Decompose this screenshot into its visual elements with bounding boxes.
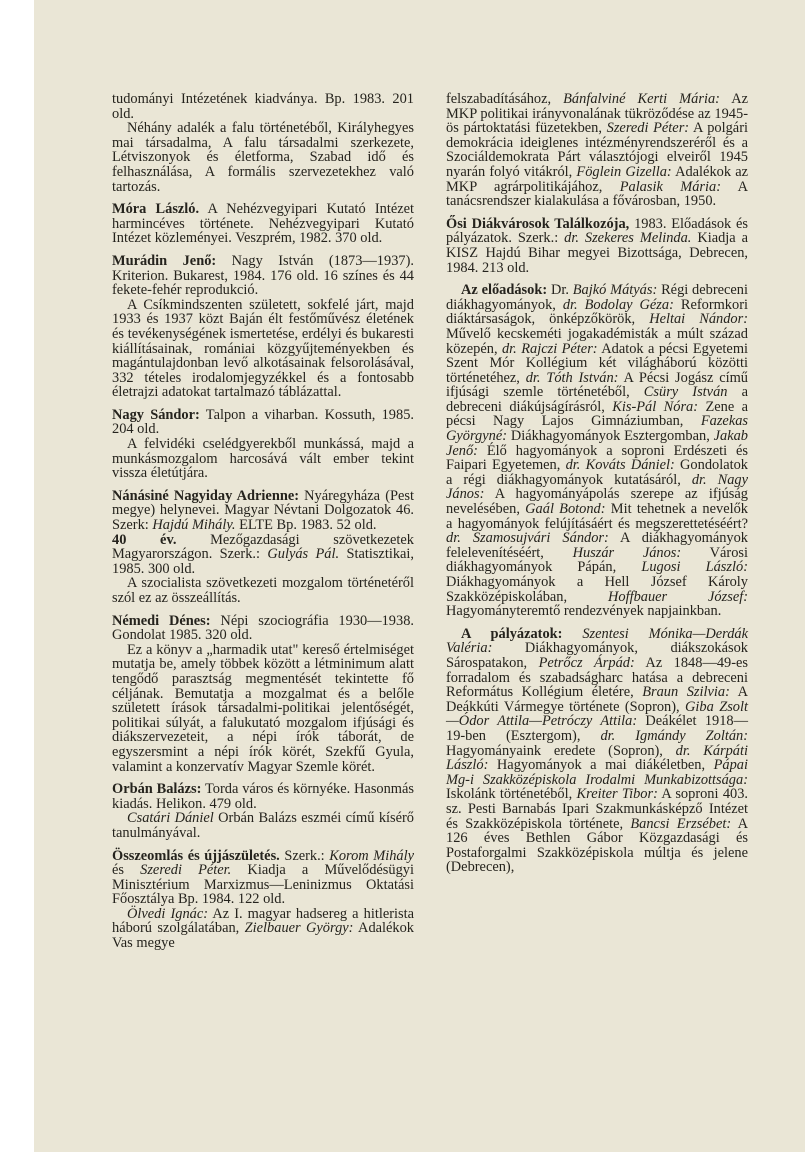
entry-text: A szocialista szövetkezeti mozgalom történetéről szól ez az összeállítás. [112, 575, 414, 606]
entry-text: A Pécsi Jogász című ifjúsági szemle történetéből, [446, 369, 748, 401]
entry-text: Adalékok Vas megye [112, 920, 414, 952]
italic-name: Hajdú Mihály. [152, 517, 236, 534]
italic-name: Kis-Pál Nóra: [612, 398, 699, 415]
entry-text: A diákhagyományok felelevenítéséért, [446, 530, 749, 561]
italic-name: Huszár János: [572, 544, 682, 561]
entry-text: Hagyományteremtő rendezvények napjainkban. [446, 603, 722, 620]
italic-name: Jakab Jenő: [446, 428, 748, 459]
italic-name: Bajkó Mátyás: [572, 282, 658, 299]
entry-text: Dr. [547, 282, 573, 299]
entry-paragraph [112, 782, 414, 811]
entry-text: Adalékok az MKP agrárpolitikájához, [446, 163, 748, 195]
entry-text: Nyáregyháza (Pest megye) helynevei. Magyar Névtani Dolgozatok 46. Szerk: [112, 487, 414, 534]
italic-name: Ölvedi Ignác: [127, 905, 209, 922]
entry-text: ELTE Bp. 1983. 52 old. [235, 517, 377, 534]
italic-name: dr. Szekeres Melinda. [564, 230, 692, 247]
entry-text: felszabadításához, [446, 91, 564, 107]
italic-name: Gulyás Pál. [267, 546, 340, 563]
entry-paragraph [112, 489, 414, 533]
entry-text: Régi debreceni diákhagyományok, [446, 282, 748, 313]
entry-text: A 126 éves Bethlen Gábor Közgazdasági és Postaforgalmi Szakközépiskola múltja és jelene (Debrecen), [446, 815, 748, 876]
bibliography-entry [446, 283, 748, 619]
author-name: Orbán Balázs: [112, 781, 202, 798]
author-name: Nánásiné Nagyiday Adrienne: [112, 487, 300, 504]
italic-name: Gaál Botond: [525, 501, 606, 518]
entry-text: A felvidéki cselédgyerekből munkássá, majd a munkásmozgalom harcosává vált ember tekint vissza életútjára. [112, 436, 414, 482]
italic-name: dr. Kováts Dániel: [565, 457, 675, 474]
entry-paragraph [112, 202, 414, 246]
italic-name: Szentesi Mónika—Derdák Valéria: [446, 625, 748, 657]
italic-name: Fazekas Györgyné: [446, 413, 748, 445]
author-name: Némedi Dénes: [112, 612, 211, 629]
entry-text: Diákhagyományok, diákszokások Sárospatakon, [446, 640, 748, 671]
entry-paragraph [446, 217, 748, 275]
italic-name: Palasik Mária: [619, 178, 722, 195]
entry-text: a debreceni diákújságírásról, [446, 384, 748, 415]
bibliography-entry [446, 217, 748, 275]
entry-text: Mezőgazdasági szövetkezetek Magyarországon. Szerk.: [112, 531, 414, 563]
entry-text: Zene a pécsi Nagy Lajos Gimnáziumban, [446, 398, 748, 430]
entry-text: Iskolánk történetéből, [446, 786, 577, 803]
entry-paragraph [112, 907, 414, 951]
entry-text: Az MKP politikai irányvonalának tükröződése az 1945-ös pártoktatási füzetekben, [446, 91, 748, 137]
author-name: 40 év. [112, 531, 177, 548]
entry-text: Orbán Balázs eszméi című kísérő tanulmányával. [112, 810, 414, 841]
entry-text: Hagyományok a mai diákéletben, [488, 757, 714, 774]
italic-name: Zielbauer György: [244, 920, 354, 937]
entry-text: Szerk.: [279, 847, 330, 864]
entry-text: A polgári demokrácia ideiglenes intézményrendszeréről és a Szociáldemokrata Párt választójogi elveiről 1945 nyarán folyó vitákról, [446, 120, 748, 180]
italic-name: Lugosi László: [641, 559, 748, 576]
bibliography-entry [112, 254, 414, 400]
entry-text: Nagy István (1873—1937). Kriterion. Bukarest, 1984. 176 old. 16 színes és 44 fekete-fehér reprodukció. [112, 252, 414, 299]
entry-paragraph [112, 811, 414, 840]
bibliography-entry [112, 782, 414, 840]
bibliography-entry [112, 92, 414, 194]
entry-text: Városi diákhagyományok Pápán, [446, 544, 748, 576]
entry-text: Az I. magyar hadsereg a hitlerista háború szolgálatában, [112, 905, 414, 937]
entry-text: Diákhagyományok Esztergomban, [507, 428, 714, 445]
author-name: Összeomlás és újjászületés. [112, 847, 280, 864]
entry-text: Kiadja a Művelődésügyi Minisztérium Marxizmus—Leninizmus Oktatási Főosztálya Bp. 1984. 122 old. [112, 862, 414, 908]
entry-text: A Nehézvegyipari Kutató Intézet harmincéves története. Nehézvegyipari Kutató Intézet közleményei. Veszprém, 1982. 370 old. [112, 201, 414, 247]
entry-paragraph [112, 254, 414, 298]
author-name: Móra László. [112, 201, 200, 218]
entry-paragraph [112, 533, 414, 577]
entry-paragraph [112, 408, 414, 437]
entry-text [562, 626, 582, 642]
entry-text: A Csíkmindszenten született, sokfelé járt, majd 1933 és 1937 közt Baján élt festőművész életének és tevékenységének ismertetése, erdélyi és bukaresti kiállításainak, romániai közgyűjteményekben és magántulajdonban levő alkotásainak felsorolásával, 332 tételes irodalomjegyzékkel és a fontosabb életrajzi adatokat tartalmazó táblázattal. [112, 296, 414, 401]
italic-name: Föglein Gizella: [576, 163, 672, 180]
entry-text: Élő hagyományok a soproni Erdészeti és Faipari Egyetemen, [446, 442, 748, 474]
entry-paragraph [112, 121, 414, 194]
author-name: Nagy Sándor: [112, 406, 200, 423]
italic-name: dr. Bodolay Géza: [562, 296, 674, 313]
bibliography-entry [446, 627, 748, 875]
entry-text: Mit tehetnek a nevelők a hagyományok felújításáért és megszerettetéséért? [446, 501, 748, 532]
author-name: Ősi Diákvárosok Találkozója, [446, 215, 630, 232]
entry-paragraph [112, 643, 414, 774]
italic-name: Giba Zsolt—Ódor Attila—Petróczy Attila: [446, 698, 748, 730]
italic-name: Csüry István [643, 384, 728, 401]
italic-name: dr. Nagy János: [446, 471, 748, 503]
italic-name: Szeredi Péter: [606, 120, 690, 137]
italic-name: Bancsi Erzsébet: [630, 815, 732, 832]
italic-name: Kreiter Tibor: [576, 786, 658, 803]
entry-text: Talpon a viharban. Kossuth, 1985. 204 old. [112, 406, 414, 438]
bibliography-entry [446, 92, 748, 209]
entry-text: Adatok a pécsi Egyetemi Szent Mór Kollégium két világháború közötti történetéhez, [446, 340, 749, 386]
bibliography-entry [112, 202, 414, 246]
right-column [446, 92, 748, 883]
author-name: Az előadások: [461, 282, 548, 299]
entry-text: Hagyományaink eredete (Sopron), [446, 742, 676, 759]
italic-name: dr. Tóth István: [525, 369, 619, 386]
left-column [112, 92, 414, 959]
italic-name: dr. Kárpáti László: [446, 742, 749, 774]
entry-text: Torda város és környéke. Hasonmás kiadás. Helikon. 479 old. [112, 781, 414, 812]
entry-paragraph [112, 437, 414, 481]
entry-text: Reformkori diáktársaságok, önképzőkörök, [446, 296, 748, 328]
italic-name: dr. Rajczi Péter: [501, 340, 598, 357]
italic-name: Braun Szilvia: [642, 684, 730, 701]
entry-text: A tanácsrendszer kialakulása a fővárosban, 1950. [446, 178, 748, 210]
bibliography-entry [112, 614, 414, 775]
entry-paragraph [446, 283, 748, 619]
entry-text: 1983. Előadások és pályázatok. Szerk.: [446, 215, 749, 247]
italic-name: Hoffbauer József: [607, 588, 748, 605]
italic-name: Petrőcz Árpád: [538, 654, 635, 671]
entry-paragraph [112, 576, 414, 605]
author-name: A pályázatok: [461, 625, 563, 642]
entry-text: A hagyományápolás szerepe az ifjúság nevelésében, [446, 486, 748, 518]
bibliography-entry [112, 489, 414, 606]
entry-paragraph [446, 627, 748, 875]
entry-text: Statisztikai, 1985. 300 old. [112, 546, 414, 577]
entry-text: Néhány adalék a falu történetéből, Királyhegyes mai társadalma, A falu társadalmi szerkezete, Létviszonyok és életforma, Szabad idő és felhasználása, A formális szervezetekhez való tartozás. [112, 120, 414, 195]
entry-text: A soproni 403. sz. Pesti Barnabás Ipari Szakmunkásképző Intézet és Szakközépiskola története, [446, 786, 749, 832]
entry-text: Ez a könyv a „harmadik utat" kereső értelmiséget mutatja be, amely többek között a létminimum alatt tengődő parasztság megmentését tekintette fő céljának. Bemutatja a mozgalmat és a belőle született írások társadalmi-politikai jelentőségét, politikai súlyát, a falukutató mozgalom ifjúsági és diákszervezeteit, a népi írók táborát, de egyszersmint a népi írók körét, Szekfű Gyula, valamint a konzervatív Magyar Szemle körét. [112, 641, 414, 775]
entry-paragraph [446, 92, 748, 209]
entry-text: Művelő kecskeméti jogakadémisták a múlt század közepén, [446, 325, 748, 357]
entry-text: A Deákkúti Vármegye története (Sopron), [446, 684, 748, 715]
entry-text: Deákélet 1918—19-ben (Esztergom), [446, 713, 748, 744]
italic-name: dr. Igmándy Zoltán: [600, 727, 748, 744]
entry-text: Népi szociográfia 1930—1938. Gondolat 1985. 320 old. [112, 612, 414, 644]
entry-paragraph [112, 92, 414, 121]
entry-text: tudományi Intézetének kiadványa. Bp. 1983. 201 old. [112, 91, 414, 122]
author-name: Murádin Jenő: [112, 252, 217, 269]
entry-paragraph [112, 614, 414, 643]
italic-name: Pápai Mg-i Szakközépiskola Irodalmi Munkabizottsága: [446, 757, 748, 788]
entry-paragraph [112, 849, 414, 907]
entry-text: Diákhagyományok a Hell József Károly Szakközépiskolában, [446, 574, 748, 605]
italic-name: Csatári Dániel [127, 810, 214, 827]
bibliography-entry [112, 849, 414, 951]
italic-name: Szeredi Péter. [140, 862, 232, 879]
entry-text: Gondolatok a régi diákhagyományok kutatásáról, [446, 457, 748, 488]
entry-text: és [112, 862, 141, 879]
entry-text: Kiadja a KISZ Hajdú Bihar megyei Bizottsága, Debrecen, 1984. 213 old. [446, 230, 748, 276]
italic-name: Heltai Nándor: [649, 311, 749, 328]
bibliography-entry [112, 408, 414, 481]
entry-paragraph [112, 298, 414, 400]
italic-name: Bánfalviné Kerti Mária: [563, 91, 720, 107]
entry-text: Az 1848—49-es forradalom és szabadságharc hatása a debreceni Református Kollégium életére, [446, 654, 749, 701]
italic-name: Korom Mihály [329, 847, 414, 864]
italic-name: dr. Szamosujvári Sándor: [446, 530, 609, 547]
